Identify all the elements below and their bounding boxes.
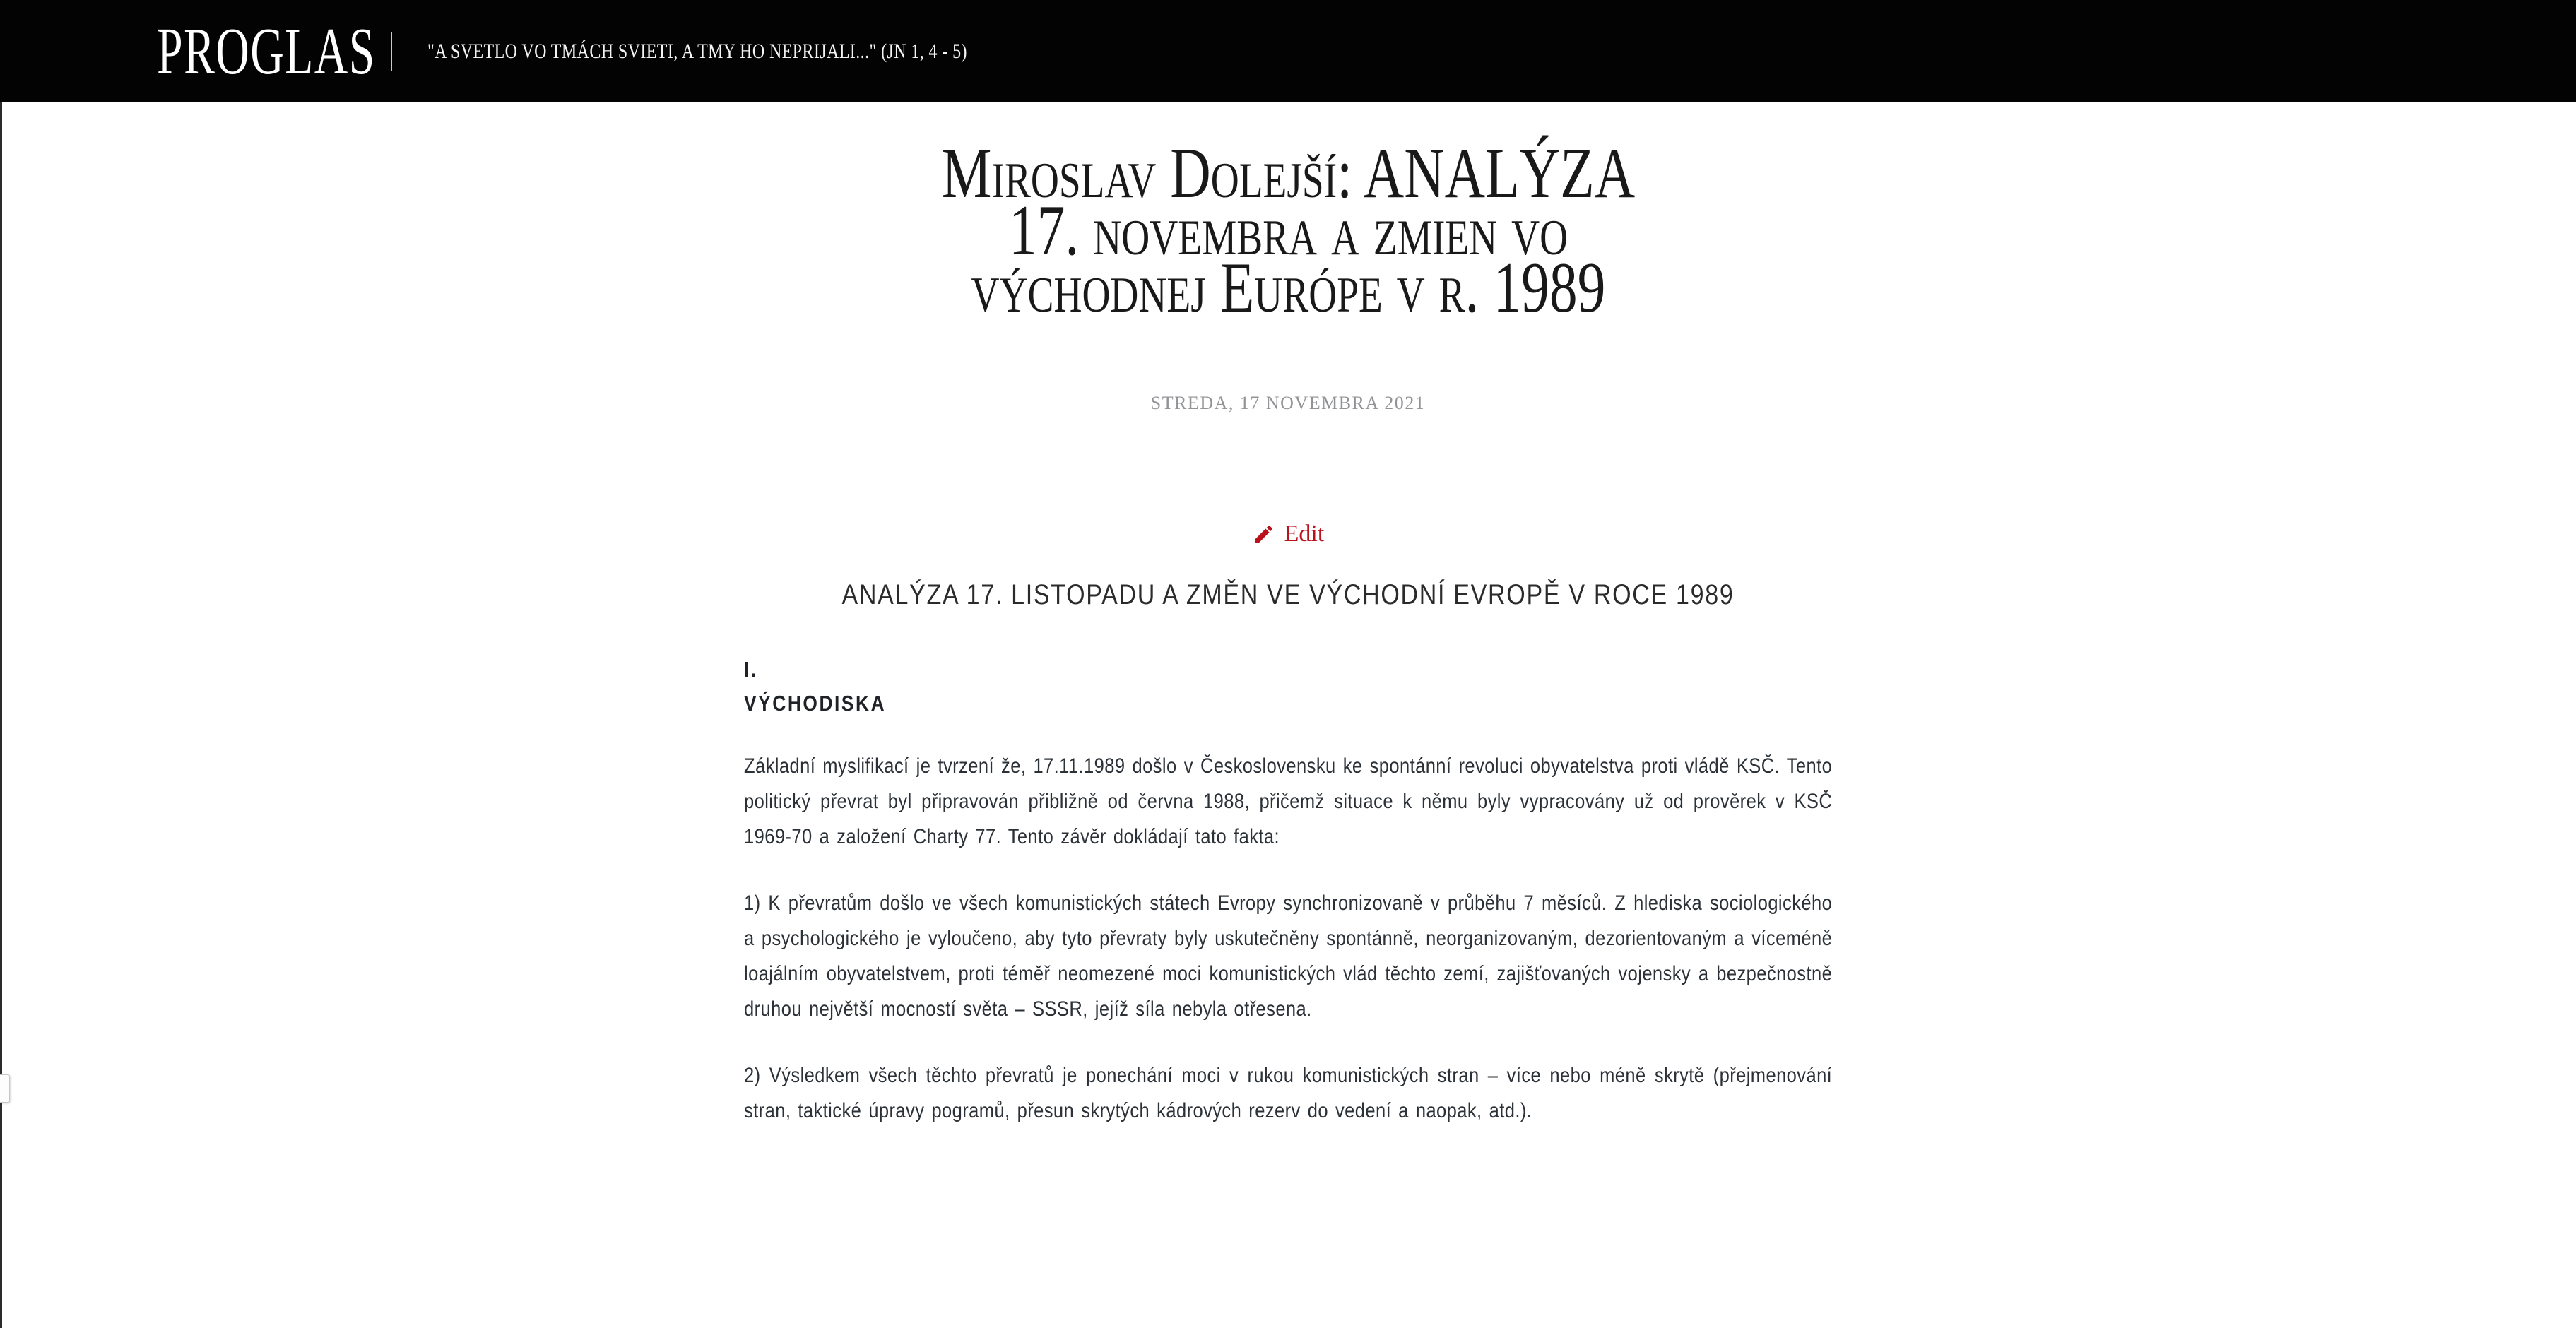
post-date: STREDA, 17 NOVEMBRA 2021 xyxy=(1150,393,1426,413)
left-edge-tab[interactable] xyxy=(0,1074,10,1103)
post-title xyxy=(744,134,1833,328)
paragraph: 2) Výsledkem všech těchto převratů je ponechání moci v rukou komunistických stran – více nebo méně skrytě (přejmenování stran, taktické úpravy pogramů, přesun skrytých kádrových rezerv do vedení a naopak, atd.). xyxy=(744,1064,1833,1122)
article xyxy=(744,134,1833,1129)
post-title-line: 17. novembra a zmien vo xyxy=(1008,191,1568,271)
paragraph: 1) K převratům došlo ve všech komunistických státech Evropy synchronizovaně v průběhu 7 měsíců. Z hlediska sociologického a psychologického je vyloučeno, aby tyto převraty byly uskutečněny spontánně, neorganizovaným, dezorientovaným a víceméně loajálním obyvatelstvem, proti téměř neomezené moci komunistických vlád těchto zemí, zajišťovaných vojensky a bezpečnostně druhou největší mocností světa – SSSR, jejíž síla nebyla otřesena. xyxy=(744,891,1833,1021)
left-edge-line xyxy=(0,102,2,1328)
site-logo[interactable]: PROGLAS xyxy=(157,14,376,88)
edit-label: Edit xyxy=(1284,521,1325,547)
site-tagline-wrap xyxy=(427,37,967,66)
section-heading: VÝCHODISKA xyxy=(744,691,887,716)
site-tagline: "A SVETLO VO TMÁCH SVIETI, A TMY HO NEPRIJALI..." (JN 1, 4 - 5) xyxy=(427,39,967,63)
site-logo-wrap xyxy=(157,14,376,88)
edit-link[interactable] xyxy=(1252,518,1325,550)
paragraph: Základní myslifikací je tvrzení že, 17.11.1989 došlo v Československu ke spontánní revoluci obyvatelstva proti vládě KSČ. Tento politický převrat byl připravován přibližně od června 1988, přičemž situace k němu byly vypracovány už od prověrek v KSČ 1969-70 a založení Charty 77. Tento závěr dokládají tato fakta: xyxy=(744,754,1833,848)
post-title-line: Miroslav Dolejší: ANALÝZA xyxy=(941,134,1636,213)
site-header xyxy=(0,0,2576,102)
header-divider xyxy=(391,32,392,71)
pencil-icon xyxy=(1252,523,1275,546)
edit-row xyxy=(744,518,1832,550)
post-body xyxy=(744,653,1832,1129)
post-subtitle: ANALÝZA 17. LISTOPADU A ZMĚN VE VÝCHODNÍ EVROPĚ V ROCE 1989 xyxy=(841,579,1735,610)
post-title-line: východnej Európe v r. 1989 xyxy=(971,248,1606,328)
section-number: I. xyxy=(744,657,758,682)
